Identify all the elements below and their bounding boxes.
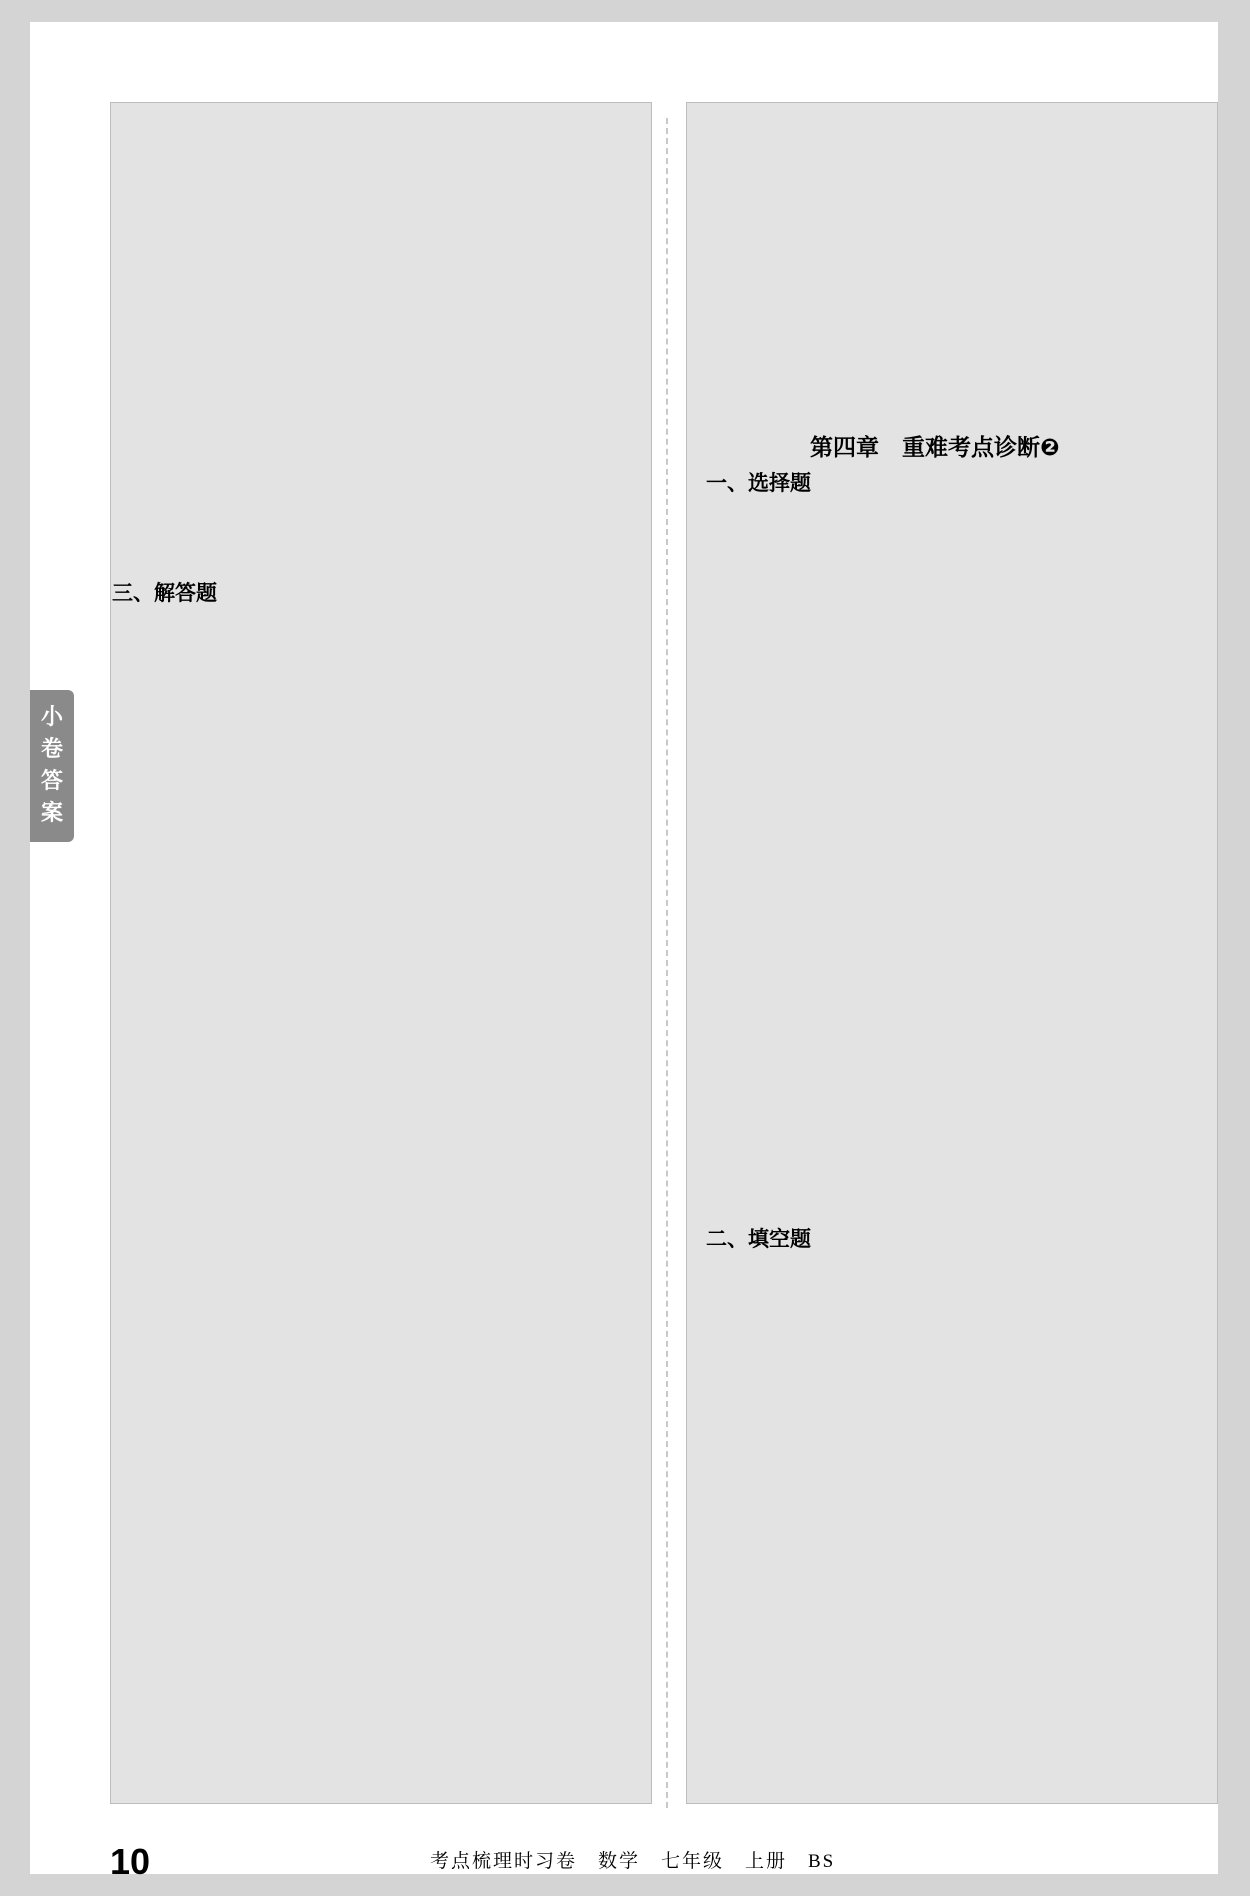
section-heading-part3: 三、解答题 <box>112 581 217 605</box>
side-tab <box>30 690 74 842</box>
right-column-placeholder <box>686 102 1218 1804</box>
footer: 考点梳理时习卷 数学 七年级 上册 BS <box>430 1851 836 1872</box>
left-column-placeholder <box>110 102 652 1804</box>
section-heading-part2: 二、填空题 <box>706 1227 811 1251</box>
section-heading-part1: 一、选择题 <box>706 471 811 495</box>
chapter-title: 第四章 重难考点诊断❷ <box>810 435 1060 461</box>
page-number: 10 <box>110 1841 151 1882</box>
page <box>30 22 1218 1882</box>
side-tab-label: 小卷答案 <box>40 705 63 826</box>
column-divider <box>666 118 668 1808</box>
